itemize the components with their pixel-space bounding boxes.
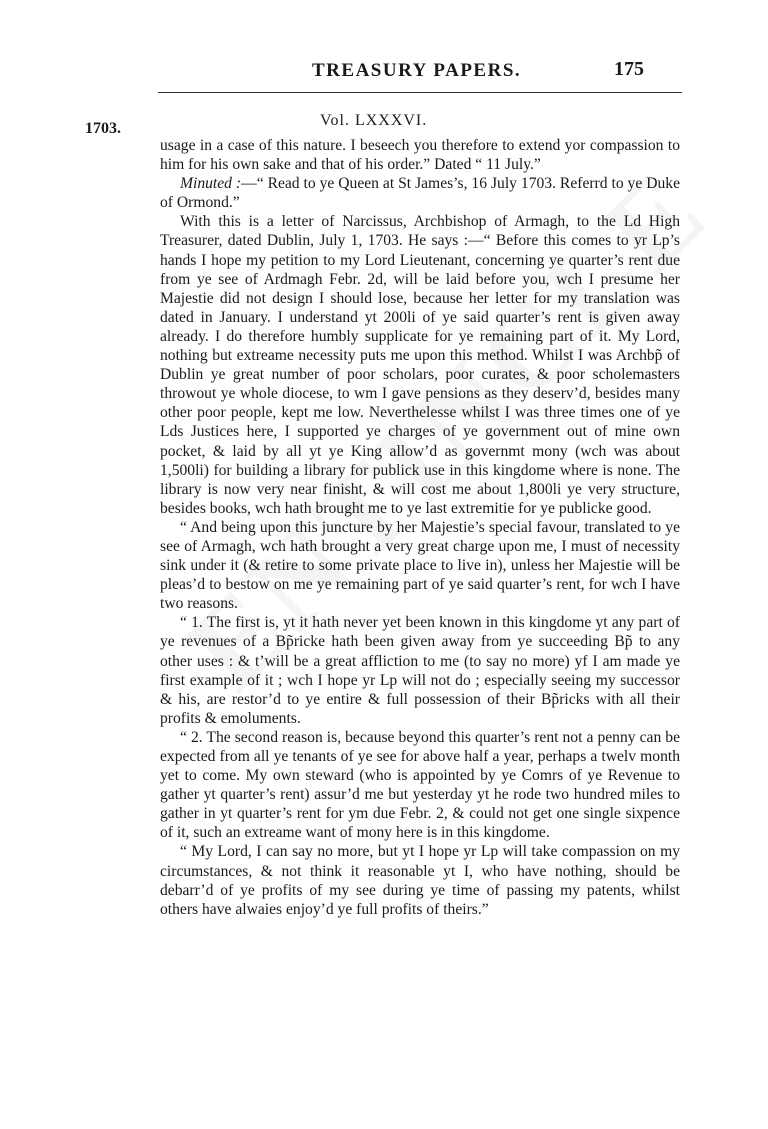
header-rule	[158, 92, 682, 93]
body-text	[160, 136, 680, 919]
volume-heading: Vol. LXXXVI.	[320, 112, 428, 129]
paragraph: “ 1. The first is, yt it hath never yet been known in this kingdome yt any part of ye revenues of a Bp̃ricke hath been given away from ye succeeding Bp̃ to any other uses : & t’will be a great affliction to me (to say no more) yf I am made ye first example of it ; wch I hope yr Lp will not do ; especially seeing my successor & his, are restor’d to ye entire & full possession of their Bp̃ricks with all their profits & emoluments.	[160, 614, 680, 727]
paragraph: “ And being upon this juncture by her Majestie’s special favour, translated to ye see of Armagh, wch hath brought a very great charge upon me, I must of necessity sink under it (& retire to some private place to live in), unless her Majestie will be pleas’d to bestow on me ye remaining part of ye said quarter’s rent, for wch I have two reasons.	[160, 518, 680, 613]
minuted-label: Minuted :	[180, 175, 242, 193]
page-number: 175	[614, 58, 644, 80]
paragraph: With this is a letter of Narcissus, Archbishop of Armagh, to the Ld High Treasurer, dated Dublin, July 1, 1703. He says :—“ Before this comes to yr Lp’s hands I hope my petition to my Lord Lieutenant, concerning ye quarter’s rent due from ye see of Ardmagh Febr. 2d, will be laid before you, wch I presume her Majestie did not design I should lose, because her letter for my translation was dated in January. I understand yt 200li of ye said quarter’s rent is given away already. I do therefore humbly supplicate for ye remaining part of it. My Lord, nothing but extreame necessity puts me upon this method. Whilst I was Archbp̃ of Dublin ye great number of poor scholars, poor curates, & poor scholemasters throwout ye whole diocese, to wm I gave pensions as they deserv’d, besides many other poor people, kept me low. Neverthelesse whilst I was three times one of ye Lds Justices here, I supported ye charges of ye government out of mine own pocket, & laid by all yt ye King allow’d as governmt mony (wch was about 1,500li) for building a library for publick use in this kingdome where is none. The library is now very near finisht, & will cost me about 1,800li ye very structure, besides books, wch hath brought me to ye last extremitie for ye publicke good.	[160, 213, 680, 517]
paragraph: usage in a case of this nature. I beseech you therefore to extend yor compassion to him for his own sake and that of his order.” Dated “ 11 July.”	[160, 137, 680, 174]
minuted-text: —“ Read to ye Queen at St James’s, 16 July 1703. Referrd to ye Duke of Ormond.”	[160, 175, 680, 212]
paragraph	[160, 174, 680, 212]
running-title: TREASURY PAPERS.	[312, 60, 522, 81]
paragraph: “ My Lord, I can say no more, but yt I hope yr Lp will take compassion on my circumstances, & not think it reasonable yt I, who have nothing, should be debarr’d of ye profits of my see during ye time of passing my patents, whilst others have alwaies enjoy’d ye full profits of theirs.”	[160, 843, 680, 918]
paragraph: “ 2. The second reason is, because beyond this quarter’s rent not a penny can be expected from all ye tenants of ye see for above half a year, perhaps a twelv month yet to come. My own steward (who is appointed by ye Comrs of ye Revenue to gather yt quarter’s rent) assur’d me but yesterday yt he rode two hundred miles to gather in yt quarter’s rent for ym due Febr. 2, & could not get one single sixpence of it, such an extreame want of mony here is in this kingdome.	[160, 728, 680, 842]
margin-year: 1703.	[85, 120, 121, 137]
